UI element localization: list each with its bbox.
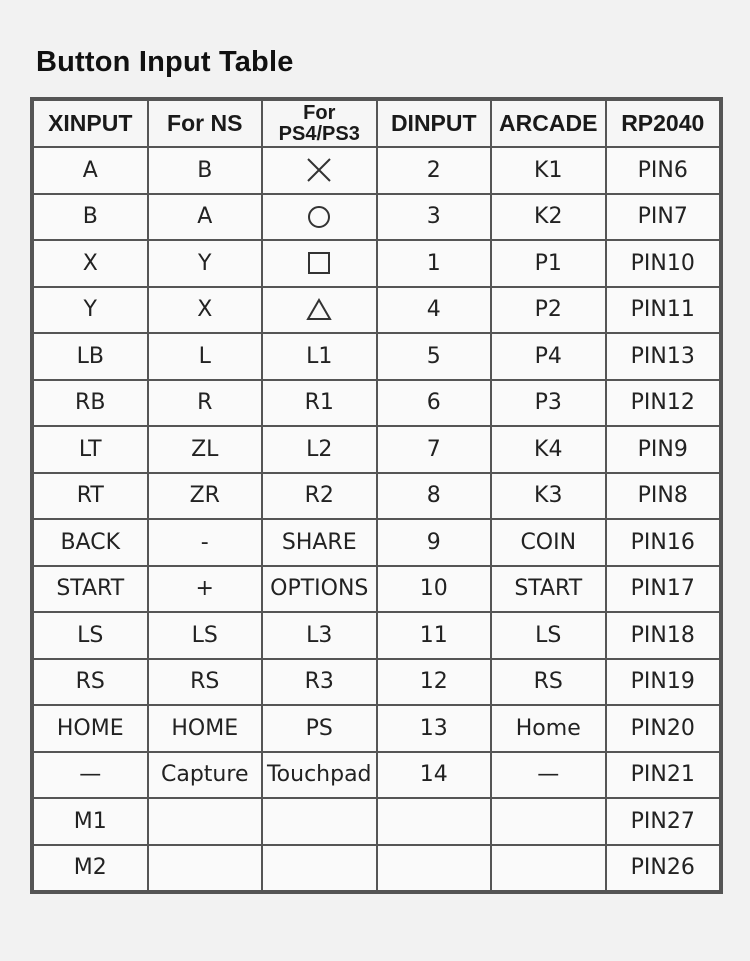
cell-xinput: START xyxy=(33,566,148,613)
cell-ps xyxy=(262,240,377,287)
table-row xyxy=(33,426,720,473)
table-row xyxy=(33,147,720,194)
cell-ns: L xyxy=(148,333,263,380)
col-header-rp2040: RP2040 xyxy=(606,100,721,147)
cell-arcade: P1 xyxy=(491,240,606,287)
triangle-icon xyxy=(263,297,376,323)
table-row xyxy=(33,473,720,520)
cell-arcade: START xyxy=(491,566,606,613)
table-row xyxy=(33,845,720,892)
cell-xinput: BACK xyxy=(33,519,148,566)
table-row xyxy=(33,659,720,706)
cell-arcade: K3 xyxy=(491,473,606,520)
cell-ns: + xyxy=(148,566,263,613)
table-row xyxy=(33,566,720,613)
cell-xinput: Y xyxy=(33,287,148,334)
cell-xinput: RT xyxy=(33,473,148,520)
cell-dinput xyxy=(377,845,492,892)
cell-ps xyxy=(262,147,377,194)
col-header-ns: For NS xyxy=(148,100,263,147)
col-header-dinput: DINPUT xyxy=(377,100,492,147)
cell-ps: R3 xyxy=(262,659,377,706)
col-header-ps-line1: For xyxy=(303,101,336,124)
cell-ns: B xyxy=(148,147,263,194)
table-row xyxy=(33,705,720,752)
cell-rp2040: PIN9 xyxy=(606,426,721,473)
cell-arcade xyxy=(491,845,606,892)
cell-xinput: A xyxy=(33,147,148,194)
cell-ps: L1 xyxy=(262,333,377,380)
cell-ps xyxy=(262,194,377,241)
table-row xyxy=(33,798,720,845)
cell-ps: R2 xyxy=(262,473,377,520)
cell-rp2040: PIN21 xyxy=(606,752,721,799)
table-row xyxy=(33,612,720,659)
col-header-xinput: XINPUT xyxy=(33,100,148,147)
cell-dinput: 1 xyxy=(377,240,492,287)
cell-rp2040: PIN7 xyxy=(606,194,721,241)
circle-icon xyxy=(263,204,376,230)
cell-xinput: M1 xyxy=(33,798,148,845)
cell-arcade: RS xyxy=(491,659,606,706)
cell-rp2040: PIN18 xyxy=(606,612,721,659)
col-header-arcade: ARCADE xyxy=(491,100,606,147)
cell-dinput: 12 xyxy=(377,659,492,706)
cell-arcade: P4 xyxy=(491,333,606,380)
cell-dinput: 6 xyxy=(377,380,492,427)
cell-dinput: 3 xyxy=(377,194,492,241)
table-row xyxy=(33,240,720,287)
table-row xyxy=(33,519,720,566)
cell-ps: OPTIONS xyxy=(262,566,377,613)
cell-rp2040: PIN8 xyxy=(606,473,721,520)
table-row xyxy=(33,380,720,427)
cell-ps: R1 xyxy=(262,380,377,427)
cell-ns: ZL xyxy=(148,426,263,473)
cell-arcade: COIN xyxy=(491,519,606,566)
button-input-table xyxy=(32,99,721,892)
cell-rp2040: PIN27 xyxy=(606,798,721,845)
cell-ns xyxy=(148,798,263,845)
table-body xyxy=(33,147,720,891)
cell-ps: L3 xyxy=(262,612,377,659)
cell-arcade: Home xyxy=(491,705,606,752)
cell-arcade: K4 xyxy=(491,426,606,473)
table-row xyxy=(33,194,720,241)
cell-xinput: LB xyxy=(33,333,148,380)
cell-rp2040: PIN20 xyxy=(606,705,721,752)
cell-ns: LS xyxy=(148,612,263,659)
cell-ns xyxy=(148,845,263,892)
cell-arcade: — xyxy=(491,752,606,799)
col-header-ps xyxy=(262,100,377,147)
cell-ns: X xyxy=(148,287,263,334)
cell-ps: PS xyxy=(262,705,377,752)
cell-xinput: M2 xyxy=(33,845,148,892)
table-row xyxy=(33,752,720,799)
cell-xinput: HOME xyxy=(33,705,148,752)
header-row xyxy=(33,100,720,147)
cell-rp2040: PIN17 xyxy=(606,566,721,613)
cell-arcade: K1 xyxy=(491,147,606,194)
cell-xinput: — xyxy=(33,752,148,799)
cell-ns: Y xyxy=(148,240,263,287)
cell-ps xyxy=(262,845,377,892)
cell-xinput: RB xyxy=(33,380,148,427)
cell-dinput: 10 xyxy=(377,566,492,613)
cell-dinput: 2 xyxy=(377,147,492,194)
cell-ns: A xyxy=(148,194,263,241)
cell-dinput: 11 xyxy=(377,612,492,659)
table-row xyxy=(33,287,720,334)
cell-arcade: LS xyxy=(491,612,606,659)
cell-arcade: P3 xyxy=(491,380,606,427)
cell-rp2040: PIN6 xyxy=(606,147,721,194)
cell-dinput: 5 xyxy=(377,333,492,380)
cell-rp2040: PIN16 xyxy=(606,519,721,566)
cell-ps xyxy=(262,798,377,845)
cell-xinput: B xyxy=(33,194,148,241)
cell-ps: SHARE xyxy=(262,519,377,566)
cell-dinput: 8 xyxy=(377,473,492,520)
cell-arcade: P2 xyxy=(491,287,606,334)
cell-xinput: LS xyxy=(33,612,148,659)
cell-dinput xyxy=(377,798,492,845)
cell-ns: RS xyxy=(148,659,263,706)
col-header-ps-line2: PS4/PS3 xyxy=(278,122,360,145)
cell-dinput: 7 xyxy=(377,426,492,473)
cell-arcade xyxy=(491,798,606,845)
cell-rp2040: PIN12 xyxy=(606,380,721,427)
cell-arcade: K2 xyxy=(491,194,606,241)
cell-dinput: 14 xyxy=(377,752,492,799)
cross-icon xyxy=(263,157,376,183)
cell-ns: Capture xyxy=(148,752,263,799)
cell-rp2040: PIN26 xyxy=(606,845,721,892)
cell-rp2040: PIN10 xyxy=(606,240,721,287)
cell-xinput: RS xyxy=(33,659,148,706)
cell-ns: - xyxy=(148,519,263,566)
cell-dinput: 13 xyxy=(377,705,492,752)
cell-xinput: X xyxy=(33,240,148,287)
cell-rp2040: PIN11 xyxy=(606,287,721,334)
cell-rp2040: PIN19 xyxy=(606,659,721,706)
cell-ps: L2 xyxy=(262,426,377,473)
cell-xinput: LT xyxy=(33,426,148,473)
cell-ns: R xyxy=(148,380,263,427)
cell-ps: Touchpad xyxy=(262,752,377,799)
cell-ns: HOME xyxy=(148,705,263,752)
square-icon xyxy=(263,250,376,276)
cell-ps xyxy=(262,287,377,334)
cell-dinput: 9 xyxy=(377,519,492,566)
cell-dinput: 4 xyxy=(377,287,492,334)
cell-ns: ZR xyxy=(148,473,263,520)
table-row xyxy=(33,333,720,380)
cell-rp2040: PIN13 xyxy=(606,333,721,380)
page-title: Button Input Table xyxy=(36,46,294,78)
